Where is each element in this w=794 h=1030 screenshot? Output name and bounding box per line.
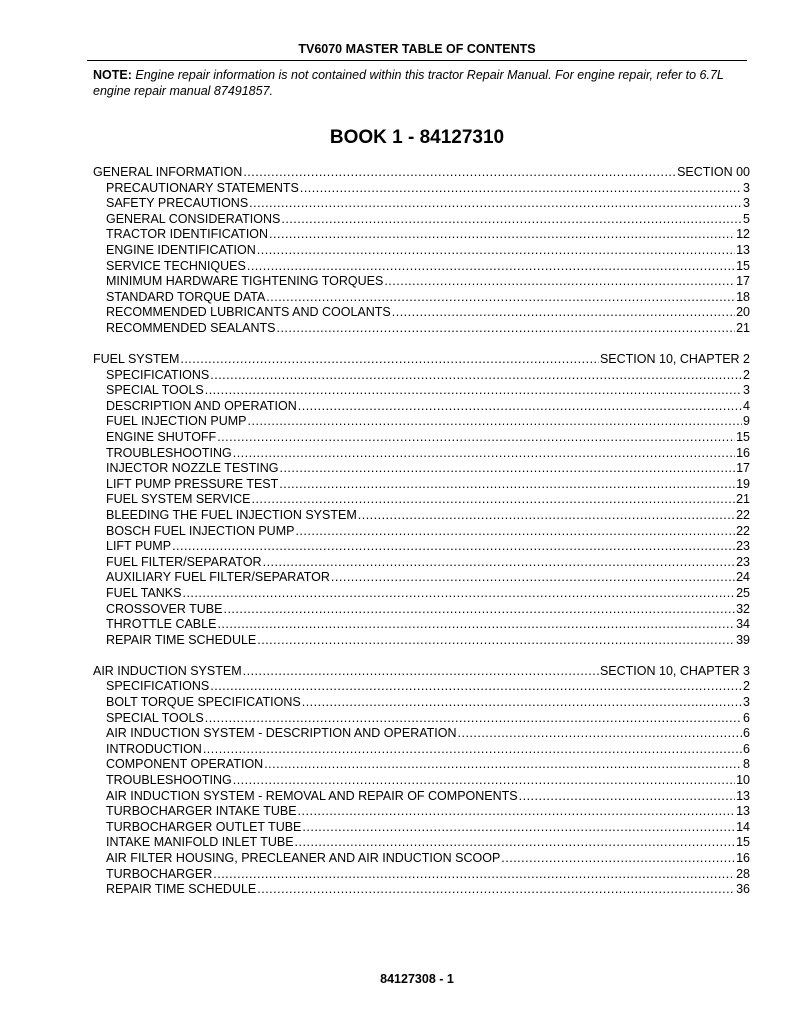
toc-entry[interactable] — [93, 617, 750, 633]
toc-entry-page: 20 — [736, 305, 750, 320]
toc-entry-title: AIR INDUCTION SYSTEM - REMOVAL AND REPAIR OF COMPONENTS — [106, 788, 518, 803]
toc-entry[interactable] — [93, 835, 750, 851]
toc-entry-title: GENERAL CONSIDERATIONS — [106, 211, 281, 226]
toc-entry[interactable] — [93, 461, 750, 477]
dot-leader — [203, 742, 742, 758]
toc-section-ref: SECTION 10, CHAPTER 2 — [599, 352, 750, 367]
engine-note — [93, 67, 753, 99]
toc-entry-page: 23 — [736, 554, 750, 569]
toc-entry-page: 13 — [736, 804, 750, 819]
dot-leader — [358, 508, 735, 524]
toc-entry-title: LIFT PUMP PRESSURE TEST — [106, 476, 279, 491]
toc-entry[interactable] — [93, 477, 750, 493]
dot-leader — [269, 227, 735, 243]
toc-entry[interactable] — [93, 181, 750, 197]
toc-entry-page: 17 — [736, 274, 750, 289]
note-text: Engine repair information is not contained within this tractor Repair Manual. For engine repair, refer to 6.7L engine repair manual 87491857. — [93, 68, 724, 98]
toc-entry-title: DESCRIPTION AND OPERATION — [106, 398, 297, 413]
toc-entry-title: THROTTLE CABLE — [106, 617, 217, 632]
toc-entry-page: 18 — [736, 289, 750, 304]
toc-entry-page: 3 — [743, 180, 750, 195]
toc-entry[interactable] — [93, 274, 750, 290]
toc-section — [93, 352, 750, 648]
toc-entry-title: REPAIR TIME SCHEDULE — [106, 632, 257, 647]
toc-entry-title: AIR FILTER HOUSING, PRECLEANER AND AIR INDUCTION SCOOP — [106, 850, 501, 865]
toc-entry[interactable] — [93, 726, 750, 742]
dot-leader — [279, 461, 735, 477]
toc-entry[interactable] — [93, 492, 750, 508]
dot-leader — [249, 196, 742, 212]
toc-entry-page: 15 — [736, 835, 750, 850]
toc-entry-title: INJECTOR NOZZLE TESTING — [106, 461, 279, 476]
dot-leader — [248, 414, 743, 430]
toc-entry-page: 36 — [736, 882, 750, 897]
dot-leader — [281, 212, 742, 228]
table-of-contents — [93, 165, 750, 913]
toc-entry-title: COMPONENT OPERATION — [106, 757, 264, 772]
toc-entry-page: 16 — [736, 445, 750, 460]
toc-entry-page: 39 — [736, 632, 750, 647]
toc-entry-page: 2 — [743, 367, 750, 382]
toc-entry[interactable] — [93, 742, 750, 758]
toc-entry-page: 16 — [736, 850, 750, 865]
dot-leader — [205, 711, 742, 727]
toc-entry-title: BLEEDING THE FUEL INJECTION SYSTEM — [106, 507, 357, 522]
toc-section-title: GENERAL INFORMATION — [93, 165, 243, 179]
dot-leader — [266, 290, 735, 306]
toc-entry-title: BOSCH FUEL INJECTION PUMP — [106, 523, 295, 538]
toc-entry-page: 3 — [743, 695, 750, 709]
toc-entry[interactable] — [93, 570, 750, 586]
toc-entry-page: 2 — [743, 679, 750, 694]
toc-entry[interactable] — [93, 539, 750, 555]
toc-entry-title: RECOMMENDED SEALANTS — [106, 320, 276, 335]
toc-entry-title: LIFT PUMP — [106, 539, 172, 554]
toc-entry-title: CROSSOVER TUBE — [106, 601, 223, 616]
dot-leader — [205, 383, 742, 399]
toc-entry-page: 24 — [736, 570, 750, 585]
dot-leader — [458, 726, 743, 742]
toc-section-heading[interactable] — [93, 664, 750, 680]
toc-entry-page: 23 — [736, 539, 750, 554]
dot-leader — [264, 757, 742, 773]
toc-entry[interactable] — [93, 196, 750, 212]
toc-entry[interactable] — [93, 867, 750, 883]
dot-leader — [392, 305, 735, 321]
toc-entry-title: INTAKE MANIFOLD INLET TUBE — [106, 835, 294, 850]
toc-entry[interactable] — [93, 259, 750, 275]
toc-entry-page: 5 — [743, 211, 750, 226]
toc-entry-page: 6 — [743, 741, 750, 756]
toc-section — [93, 664, 750, 898]
dot-leader — [233, 773, 735, 789]
toc-entry[interactable] — [93, 789, 750, 805]
dot-leader — [213, 867, 735, 883]
toc-entry-page: 15 — [736, 258, 750, 273]
dot-leader — [519, 789, 735, 805]
toc-section-ref: SECTION 00 — [677, 165, 750, 179]
toc-entry-title: RECOMMENDED LUBRICANTS AND COOLANTS — [106, 305, 391, 320]
toc-section-title: FUEL SYSTEM — [93, 352, 180, 367]
toc-entry[interactable] — [93, 227, 750, 243]
toc-entry-title: FUEL FILTER/SEPARATOR — [106, 554, 262, 569]
dot-leader — [172, 539, 735, 555]
toc-entry[interactable] — [93, 851, 750, 867]
toc-entry[interactable] — [93, 773, 750, 789]
dot-leader — [251, 492, 735, 508]
toc-entry-page: 4 — [743, 398, 750, 413]
toc-entry-title: SERVICE TECHNIQUES — [106, 258, 246, 273]
toc-entry[interactable] — [93, 586, 750, 602]
toc-entry-page: 22 — [736, 507, 750, 522]
toc-section-heading[interactable] — [93, 165, 750, 181]
toc-entry-title: AIR INDUCTION SYSTEM - DESCRIPTION AND OPERATION — [106, 726, 457, 741]
book-title: BOOK 1 - 84127310 — [329, 127, 505, 148]
toc-entry-title: TURBOCHARGER OUTLET TUBE — [106, 819, 302, 834]
toc-entry[interactable] — [93, 321, 750, 337]
dot-leader — [279, 477, 735, 493]
toc-entry-title: TRACTOR IDENTIFICATION — [106, 227, 269, 242]
toc-entry-page: 3 — [743, 196, 750, 211]
toc-entry-title: SAFETY PRECAUTIONS — [106, 196, 249, 211]
dot-leader — [302, 820, 735, 836]
dot-leader — [243, 165, 676, 181]
toc-entry[interactable] — [93, 757, 750, 773]
toc-entry[interactable] — [93, 446, 750, 462]
dot-leader — [243, 664, 599, 680]
dot-leader — [210, 679, 742, 695]
dot-leader — [276, 321, 735, 337]
toc-entry-page: 25 — [736, 585, 750, 600]
toc-entry-title: ENGINE IDENTIFICATION — [106, 242, 256, 257]
dot-leader — [247, 259, 735, 275]
toc-entry[interactable] — [93, 212, 750, 228]
toc-entry-title: REPAIR TIME SCHEDULE — [106, 882, 257, 897]
toc-entry[interactable] — [93, 695, 750, 711]
toc-entry-title: BOLT TORQUE SPECIFICATIONS — [106, 695, 301, 709]
toc-entry[interactable] — [93, 602, 750, 618]
dot-leader — [223, 602, 735, 618]
toc-entry[interactable] — [93, 430, 750, 446]
toc-entry-page: 32 — [736, 601, 750, 616]
toc-section-ref: SECTION 10, CHAPTER 3 — [599, 663, 750, 678]
toc-entry-page: 6 — [743, 710, 750, 725]
toc-entry[interactable] — [93, 508, 750, 524]
toc-section-title: AIR INDUCTION SYSTEM — [93, 663, 242, 678]
toc-entry-title: ENGINE SHUTOFF — [106, 430, 217, 444]
toc-entry-title: FUEL SYSTEM SERVICE — [106, 492, 251, 507]
toc-entry[interactable] — [93, 368, 750, 384]
dot-leader — [298, 804, 736, 820]
toc-entry-page: 10 — [736, 772, 750, 787]
toc-entry-page: 17 — [736, 461, 750, 476]
toc-entry-page: 21 — [736, 492, 750, 507]
dot-leader — [298, 399, 742, 415]
toc-entry[interactable] — [93, 524, 750, 540]
toc-entry-title: SPECIFICATIONS — [106, 367, 210, 382]
toc-entry-page: 3 — [743, 383, 750, 398]
toc-entry-title: TURBOCHARGER — [106, 866, 213, 881]
toc-entry[interactable] — [93, 882, 750, 898]
toc-entry-title: TURBOCHARGER INTAKE TUBE — [106, 804, 297, 819]
toc-entry-page: 8 — [743, 757, 750, 772]
toc-entry[interactable] — [93, 633, 750, 649]
toc-entry-page: 19 — [736, 476, 750, 491]
toc-entry-title: TROUBLESHOOTING — [106, 445, 232, 460]
toc-entry[interactable] — [93, 243, 750, 259]
dot-leader — [180, 352, 599, 368]
dot-leader — [263, 555, 736, 571]
toc-entry[interactable] — [93, 290, 750, 306]
dot-leader — [217, 430, 735, 446]
toc-entry-page: 9 — [743, 414, 750, 429]
toc-entry[interactable] — [93, 305, 750, 321]
note-label: NOTE: — [93, 68, 132, 82]
toc-entry-page: 13 — [736, 242, 750, 257]
toc-entry-title: AUXILIARY FUEL FILTER/SEPARATOR — [106, 570, 330, 585]
toc-entry-title: INTRODUCTION — [106, 741, 202, 756]
toc-entry-title: STANDARD TORQUE DATA — [106, 289, 266, 304]
toc-entry-title: MINIMUM HARDWARE TIGHTENING TORQUES — [106, 274, 384, 289]
toc-entry[interactable] — [93, 383, 750, 399]
toc-section-heading[interactable] — [93, 352, 750, 368]
toc-entry-title: TROUBLESHOOTING — [106, 772, 232, 787]
toc-entry-title: PRECAUTIONARY STATEMENTS — [106, 180, 299, 195]
dot-leader — [331, 570, 735, 586]
toc-entry[interactable] — [93, 820, 750, 836]
toc-entry[interactable] — [93, 804, 750, 820]
dot-leader — [302, 695, 742, 711]
toc-entry[interactable] — [93, 711, 750, 727]
toc-entry[interactable] — [93, 679, 750, 695]
toc-entry-title: SPECIAL TOOLS — [106, 383, 204, 398]
dot-leader — [233, 446, 735, 462]
dot-leader — [217, 617, 735, 633]
toc-entry[interactable] — [93, 555, 750, 571]
toc-entry[interactable] — [93, 414, 750, 430]
dot-leader — [384, 274, 735, 290]
dot-leader — [295, 835, 736, 851]
dot-leader — [295, 524, 735, 540]
toc-entry-page: 28 — [736, 866, 750, 881]
dot-leader — [257, 633, 735, 649]
dot-leader — [182, 586, 735, 602]
page-footer: 84127308 - 1 — [380, 972, 454, 986]
dot-leader — [501, 851, 735, 867]
dot-leader — [300, 181, 742, 197]
header-rule — [87, 60, 747, 61]
toc-entry-page: 13 — [736, 788, 750, 803]
page-header-title: TV6070 MASTER TABLE OF CONTENTS — [298, 42, 536, 56]
dot-leader — [257, 882, 735, 898]
toc-entry-title: FUEL TANKS — [106, 585, 182, 600]
toc-entry-title: FUEL INJECTION PUMP — [106, 414, 247, 429]
toc-entry[interactable] — [93, 399, 750, 415]
toc-entry-title: SPECIFICATIONS — [106, 679, 210, 694]
toc-section — [93, 165, 750, 337]
toc-entry-title: SPECIAL TOOLS — [106, 710, 204, 725]
dot-leader — [210, 368, 742, 384]
toc-entry-page: 22 — [736, 523, 750, 538]
toc-entry-page: 12 — [736, 227, 750, 242]
toc-entry-page: 6 — [743, 726, 750, 741]
toc-entry-page: 14 — [736, 819, 750, 834]
dot-leader — [257, 243, 735, 259]
toc-entry-page: 15 — [736, 430, 750, 444]
toc-entry-page: 34 — [736, 617, 750, 632]
toc-entry-page: 21 — [736, 320, 750, 335]
